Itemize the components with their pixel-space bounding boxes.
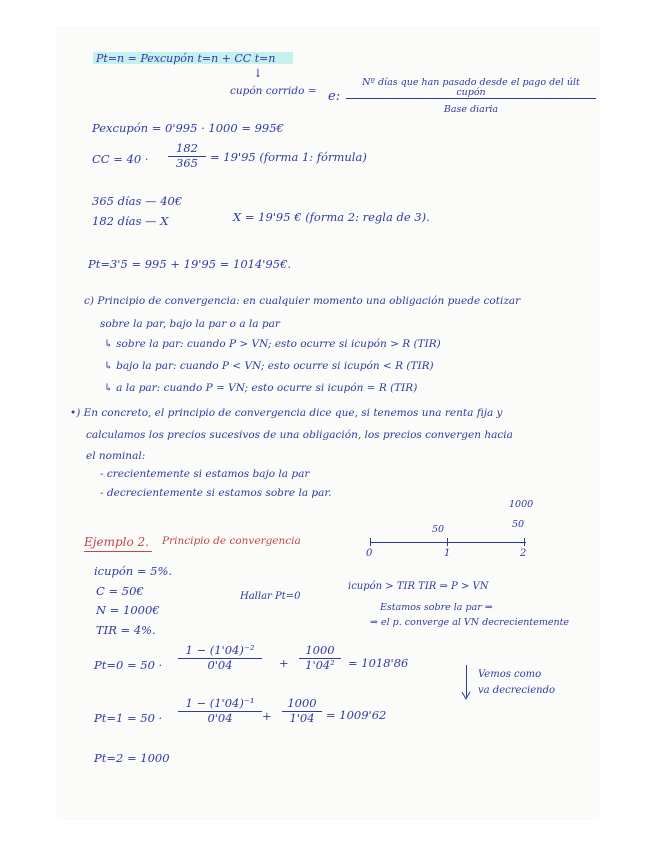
cc-calc-left: CC = 40 · [92, 152, 149, 166]
cc-calc-num: 182 [168, 143, 206, 157]
p0-result: = 1018'86 [348, 656, 409, 670]
convergence-item-1: ↳ sobre la par: cuando P > VN; esto ocurre si icupón > R (TIR) [104, 338, 441, 350]
p0-den-2: 1'04² [305, 657, 335, 672]
p1-num-2: 1000 [282, 698, 322, 712]
example-icupon: icupón = 5%. [94, 564, 173, 578]
rule-line-a: 365 días — 40€ [92, 194, 183, 208]
example-hallar: Hallar Pt=0 [240, 591, 301, 602]
convergence-item-2: ↳ bajo la par: cuando P < VN; esto ocurre si icupón < R (TIR) [104, 360, 434, 372]
timeline-value-50b: 50 [512, 519, 525, 530]
cc-denominator: Base diaria [443, 104, 499, 115]
timeline-label-2: 2 [520, 548, 527, 559]
example-cond-line-3: ⇒ el p. converge al VN decrecientemente [370, 617, 570, 628]
example-n: N = 1000€ [96, 603, 160, 617]
p1-fraction-2 [282, 698, 322, 724]
cc-calc-right: = 19'95 (forma 1: fórmula) [210, 150, 367, 164]
p0-lhs: Pt=0 = 50 · [94, 658, 163, 672]
p1-lhs: Pt=1 = 50 · [94, 711, 163, 725]
convergence-line-1: c) Principio de convergencia: en cualquier momento una obligación puede cotizar [84, 295, 521, 307]
concrete-line-2: calculamos los precios sucesivos de una obligación, los precios convergen hacia [86, 429, 513, 441]
arrow-down-icon: ↓ [253, 66, 263, 80]
example-c: C = 50€ [96, 584, 144, 598]
p1-num-1: 1 − (1'04)⁻¹ [178, 698, 262, 712]
pexcupon-calc: Pexcupón = 0'995 · 1000 = 995€ [92, 121, 284, 135]
side-note-2: va decreciendo [478, 685, 555, 696]
concrete-line-1: •) En concreto, el principio de convergencia dice que, si tenemos una renta fija y [70, 407, 503, 419]
example-tir: TIR = 4%. [96, 623, 156, 637]
timeline-value-50a: 50 [432, 524, 445, 535]
cc-calc-den: 365 [176, 155, 198, 170]
example-condition: icupón > TIR TIR ⇒ P > VN [348, 581, 489, 592]
cupon-corrido-label: cupón corrido = [230, 85, 317, 97]
cc-fraction-symbol: e: [328, 89, 341, 104]
convergence-item-3: ↳ a la par: cuando P = VN; esto ocurre si icupón = R (TIR) [104, 382, 418, 394]
cc-numerator: Nº días que han pasado desde el pago del últ cupón [346, 78, 596, 99]
p0-plus: + [279, 656, 289, 670]
timeline-label-0: 0 [366, 548, 373, 559]
concrete-line-3: el nominal: [86, 450, 146, 462]
p1-plus: + [262, 709, 272, 723]
p0-num-2: 1000 [299, 645, 341, 659]
side-note-1: Vemos como [478, 669, 542, 680]
concrete-bullet-1: - crecientemente si estamos bajo la par [100, 468, 310, 480]
rule-line-b: 182 días — X [92, 214, 169, 228]
timeline-label-1: 1 [444, 548, 451, 559]
example-cond-line-2: Estamos sobre la par ⇒ [380, 602, 493, 613]
example-title: Ejemplo 2. [84, 535, 149, 549]
rule-result: X = 19'95 € (forma 2: regla de 3). [233, 210, 430, 224]
p1-den-1: 0'04 [207, 710, 233, 725]
p1-result: = 1009'62 [326, 708, 387, 722]
p2-line: Pt=2 = 1000 [94, 751, 170, 765]
convergence-line-2: sobre la par, bajo la par o a la par [100, 318, 280, 330]
p1-fraction-1 [178, 698, 262, 724]
p0-den-1: 0'04 [207, 657, 233, 672]
main-formula: Pt=n = Pexcupón t=n + CC t=n [96, 52, 276, 65]
timeline-value-1000: 1000 [509, 499, 534, 510]
p1-den-2: 1'04 [289, 710, 315, 725]
concrete-bullet-2: - decrecientemente si estamos sobre la par. [100, 487, 332, 499]
example-subtitle: Principio de convergencia [162, 535, 301, 547]
price-total: Pt=3'5 = 995 + 19'95 = 1014'95€. [88, 257, 292, 271]
p0-num-1: 1 − (1'04)⁻² [178, 645, 262, 659]
